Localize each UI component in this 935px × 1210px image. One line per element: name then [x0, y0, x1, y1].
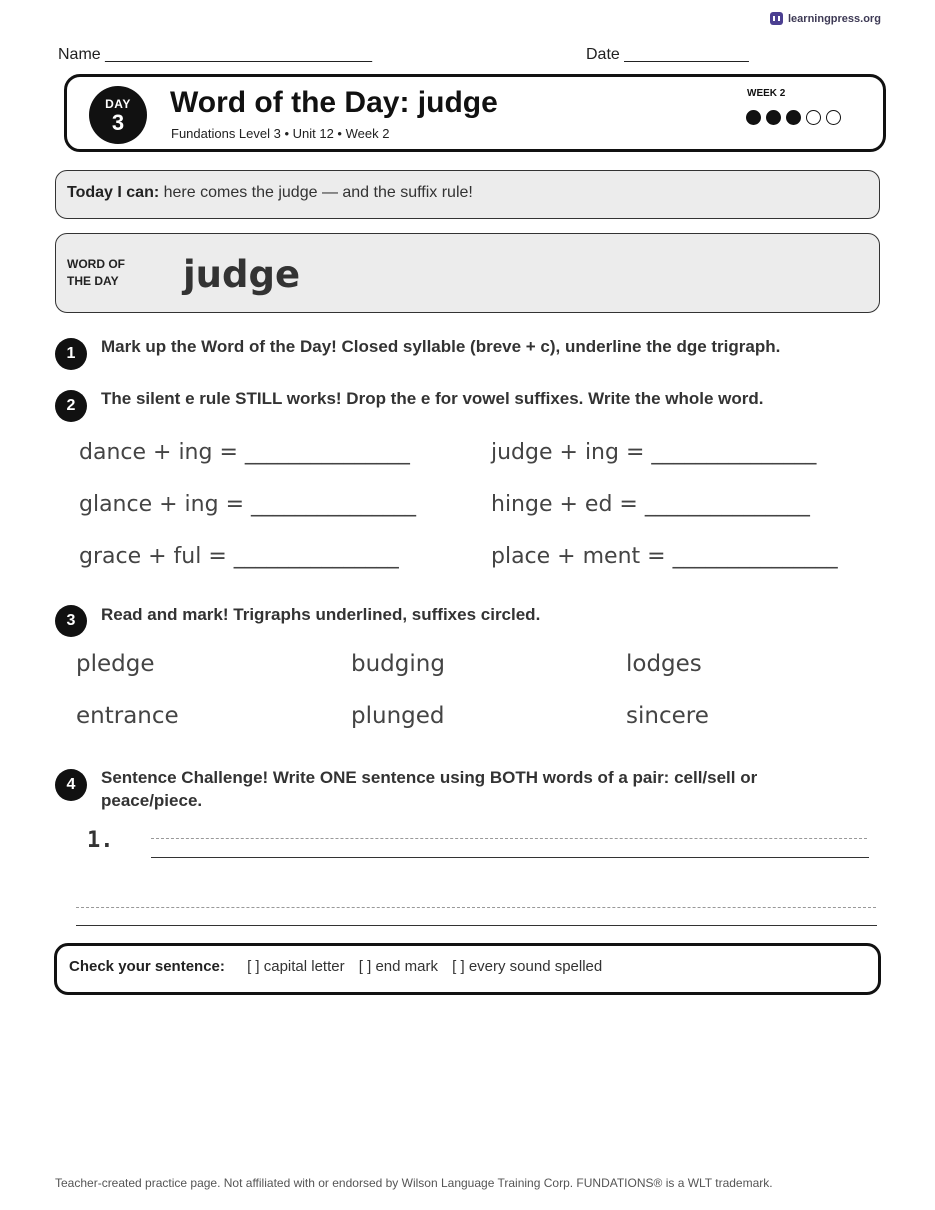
date-field: Date ______________ — [586, 46, 749, 63]
brand-name: learningpress.org — [788, 12, 881, 25]
progress-dot — [786, 110, 801, 125]
today-label: Today I can: — [67, 184, 160, 201]
progress-dot — [766, 110, 781, 125]
step-number: 1 — [55, 338, 87, 370]
footer-disclaimer: Teacher-created practice page. Not affiliated with or endorsed by Wilson Language Training Corp. FUNDATIONS® is a WLT trademark. — [55, 1176, 773, 1190]
suffix-equation: hinge + ed = _______________ — [491, 492, 810, 517]
progress-dot — [806, 110, 821, 125]
brand-logo — [770, 12, 881, 25]
suffix-equation: place + ment = _______________ — [491, 544, 838, 569]
word-of-day-box — [55, 233, 880, 313]
read-word: pledge — [76, 651, 155, 677]
suffix-equation: judge + ing = _______________ — [491, 440, 817, 465]
today-text: here comes the judge — and the suffix rule! — [159, 184, 473, 201]
day-number: 3 — [111, 110, 125, 135]
checklist-label: Check your sentence: — [69, 958, 225, 975]
writing-line[interactable] — [76, 925, 877, 926]
page-subtitle: Fundations Level 3 • Unit 12 • Week 2 — [171, 126, 390, 141]
book-icon — [770, 12, 783, 25]
writing-line[interactable] — [151, 857, 869, 858]
suffix-equation: glance + ing = _______________ — [79, 492, 416, 517]
step-instruction: Mark up the Word of the Day! Closed syllable (breve + c), underline the dge trigraph. — [101, 337, 781, 356]
sentence-item-number: 1. — [87, 828, 114, 853]
word-of-day-label — [67, 256, 125, 290]
step-instruction: Read and mark! Trigraphs underlined, suffixes circled. — [101, 605, 541, 624]
step-number: 4 — [55, 769, 87, 801]
read-word: plunged — [351, 703, 445, 729]
word-of-day-label-line1: WORD OF — [67, 257, 125, 271]
read-word: entrance — [76, 703, 179, 729]
step-number: 2 — [55, 390, 87, 422]
week-progress — [746, 110, 841, 125]
checklist-item-capital[interactable]: [ ] capital letter — [247, 958, 345, 975]
progress-dot — [826, 110, 841, 125]
word-of-day-label-line2: THE DAY — [67, 274, 119, 288]
suffix-equation: dance + ing = _______________ — [79, 440, 410, 465]
step-instruction: Sentence Challenge! Write ONE sentence using BOTH words of a pair: cell/sell or peace/piece. — [101, 768, 758, 810]
read-word: budging — [351, 651, 445, 677]
step-number: 3 — [55, 605, 87, 637]
word-of-day: judge — [183, 253, 301, 296]
read-word: sincere — [626, 703, 709, 729]
sentence-checklist — [69, 958, 602, 975]
week-label: WEEK 2 — [747, 88, 786, 99]
day-badge — [89, 86, 147, 144]
writing-guide-dashed — [76, 907, 876, 908]
writing-guide-dashed — [151, 838, 867, 839]
today-statement — [67, 184, 473, 202]
suffix-equation: grace + ful = _______________ — [79, 544, 399, 569]
name-field: Name ______________________________ — [58, 46, 373, 63]
page-title: Word of the Day: judge — [170, 86, 498, 119]
checklist-item-sounds[interactable]: [ ] every sound spelled — [452, 958, 603, 975]
progress-dot — [746, 110, 761, 125]
read-word: lodges — [626, 651, 702, 677]
step-instruction: The silent e rule STILL works! Drop the e for vowel suffixes. Write the whole word. — [101, 389, 764, 408]
checklist-item-end-mark[interactable]: [ ] end mark — [358, 958, 438, 975]
day-label: DAY — [105, 97, 131, 111]
